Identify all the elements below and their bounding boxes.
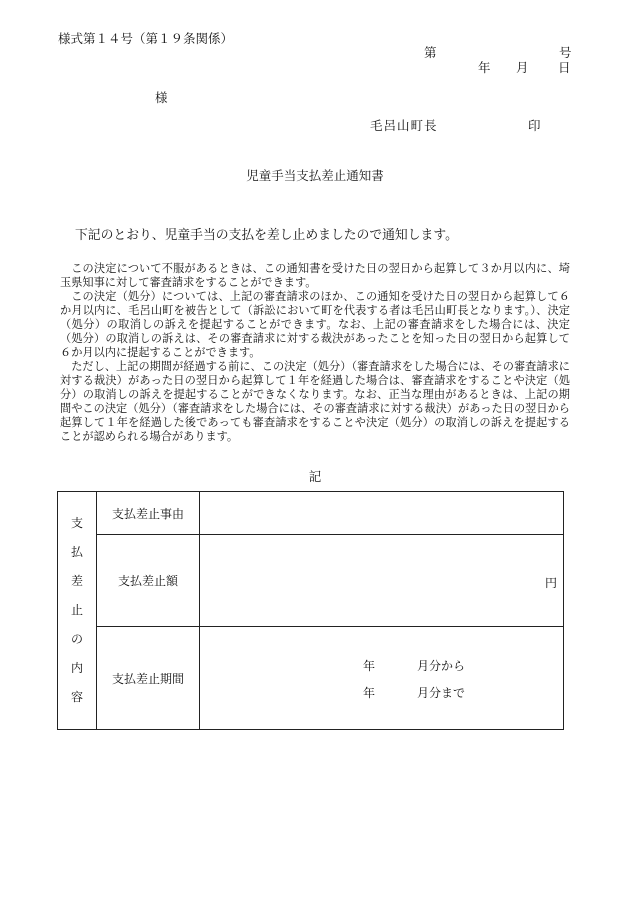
addressee-suffix: 様 [155,90,168,105]
date-month-label: 月 [516,60,529,75]
date-day-label: 日 [558,60,571,75]
table-row-period [58,627,564,730]
vertical-header-char: 止 [70,603,83,617]
ki-heading: 記 [308,469,322,484]
amount-field[interactable] [200,535,564,627]
period-label: 支払差止期間 [97,627,200,730]
document-number-suffix: 号 [559,45,572,60]
reason-label: 支払差止事由 [97,492,200,535]
date-year-label: 年 [478,60,491,75]
table-row-amount [58,535,564,627]
period-to-month-label: 月分まで [417,686,466,700]
reason-field[interactable] [200,492,564,535]
document-title: 児童手当支払差止通知書 [246,168,384,183]
vertical-header-char: 支 [70,516,83,530]
suspension-detail-table [57,491,564,730]
amount-label: 支払差止額 [97,535,200,627]
vertical-header-char: の [70,632,83,646]
form-number: 様式第１４号（第１９条関係） [58,31,234,46]
appeal-paragraph-2: この決定（処分）については、上記の審査請求のほか、この通知を受けた日の翌日から起算して６か月以内に、毛呂山町を被告として（訴訟において町を代表する者は毛呂山町長となります。）、決定（処分）の取消しの訴えを提起することができます。なお、上記の審査請求をした場合には、決定（処分）の取消しの訴えは、その審査請求に対する裁決があったことを知った日の翌日から起算して６か月以内に提起することができます。 [60,290,570,359]
vertical-header-char: 払 [70,545,83,559]
period-to-line [200,684,563,698]
intro-text: 下記のとおり、児童手当の支払を差し止めましたので通知します。 [75,228,458,243]
period-to-year-label: 年 [363,686,376,700]
issuer-name: 毛呂山町長 [370,118,438,133]
vertical-header [58,492,97,730]
period-from-line [200,657,563,671]
table-row-reason [58,492,564,535]
period-from-month-label: 月分から [417,659,466,673]
appeal-notice [60,262,570,444]
yen-unit: 円 [544,575,557,590]
vertical-header-char: 内 [70,661,83,675]
document-number-prefix: 第 [424,45,437,60]
period-from-year-label: 年 [363,659,376,673]
appeal-paragraph-3: ただし、上記の期間が経過する前に、この決定（処分）（審査請求をした場合には、その審査請求に対する裁決）があった日の翌日から起算して１年を経過した場合は、審査請求をすることや決定（処分）の取消しの訴えを提起することができなくなります。なお、正当な理由があるときは、上記の期間やこの決定（処分）（審査請求をした場合には、その審査請求に対する裁決）があった日の翌日から起算して１年を経過した後であっても審査請求をすることや決定（処分）の取消しの訴えを提起することが認められる場合があります。 [60,360,570,443]
appeal-paragraph-1: この決定について不服があるときは、この通知書を受けた日の翌日から起算して３か月以内に、埼玉県知事に対して審査請求をすることができます。 [60,262,570,289]
period-field[interactable] [200,627,564,730]
vertical-header-char: 差 [70,574,83,588]
vertical-header-char: 容 [70,690,83,704]
seal-mark: 印 [528,118,541,133]
